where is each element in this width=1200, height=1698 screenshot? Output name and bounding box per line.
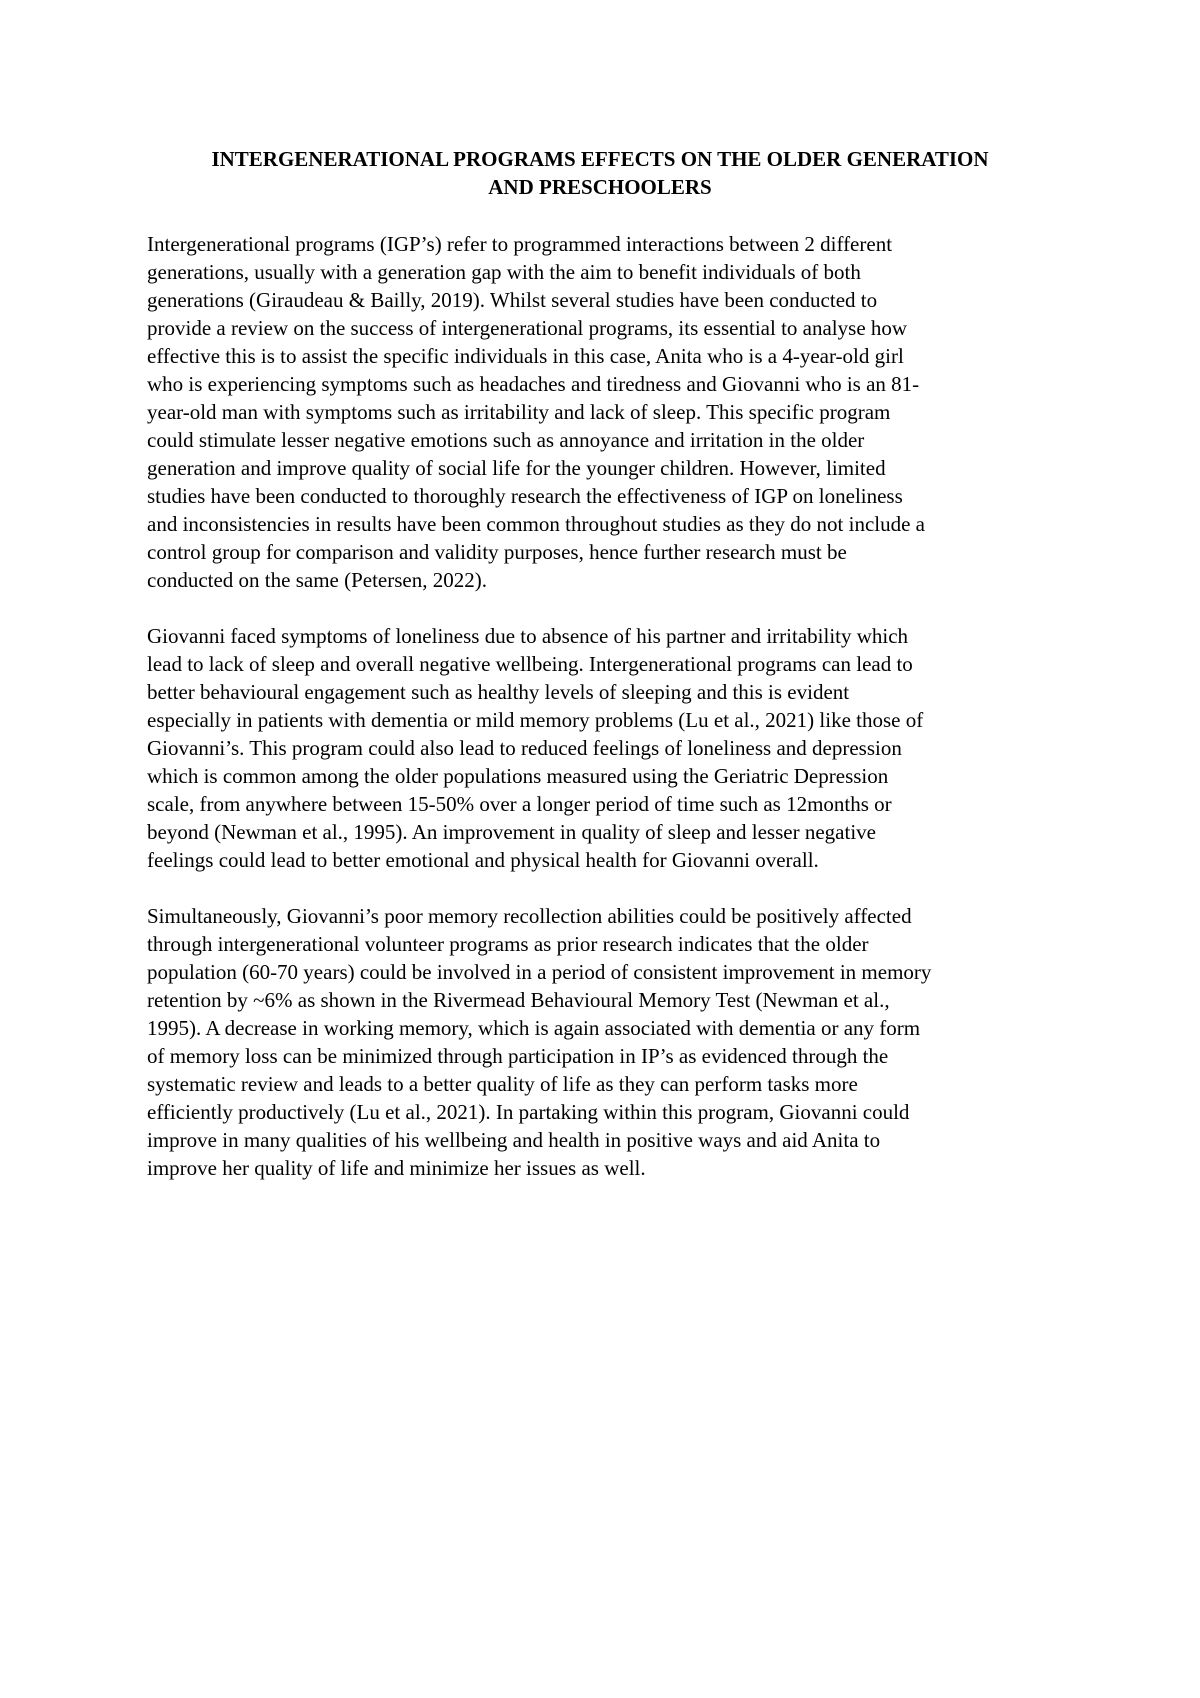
text-line: Giovanni’s. This program could also lead to reduced feelings of loneliness and depression: [147, 736, 902, 760]
text-line: especially in patients with dementia or mild memory problems (Lu et al., 2021) like those of: [147, 708, 924, 732]
document-title: [0, 145, 1200, 201]
text-line: generations, usually with a generation gap with the aim to benefit individuals of both: [147, 260, 861, 284]
text-line: Giovanni faced symptoms of loneliness due to absence of his partner and irritability which: [147, 624, 909, 648]
text-line: retention by ~6% as shown in the Rivermead Behavioural Memory Test (Newman et al.,: [147, 988, 890, 1012]
text-line: Simultaneously, Giovanni’s poor memory recollection abilities could be positively affected: [147, 904, 912, 928]
text-line: generations (Giraudeau & Bailly, 2019). Whilst several studies have been conducted to: [147, 288, 878, 312]
text-line: control group for comparison and validity purposes, hence further research must be: [147, 540, 847, 564]
text-line: Intergenerational programs (IGP’s) refer to programmed interactions between 2 different: [147, 232, 893, 256]
title-line: INTERGENERATIONAL PROGRAMS EFFECTS ON THE OLDER GENERATION: [211, 147, 989, 171]
text-line: could stimulate lesser negative emotions such as annoyance and irritation in the older: [147, 428, 865, 452]
text-line: efficiently productively (Lu et al., 2021). In partaking within this program, Giovanni could: [147, 1100, 910, 1124]
text-line: conducted on the same (Petersen, 2022).: [147, 568, 487, 592]
text-line: and inconsistencies in results have been common throughout studies as they do not include a: [147, 512, 926, 536]
text-line: studies have been conducted to thoroughly research the effectiveness of IGP on loneliness: [147, 484, 903, 508]
paragraph-1: [147, 230, 1067, 594]
text-line: generation and improve quality of social life for the younger children. However, limited: [147, 456, 886, 480]
text-line: improve in many qualities of his wellbeing and health in positive ways and aid Anita to: [147, 1128, 881, 1152]
title-line: AND PRESCHOOLERS: [488, 175, 712, 199]
text-line: scale, from anywhere between 15-50% over a longer period of time such as 12months or: [147, 792, 892, 816]
text-line: which is common among the older populations measured using the Geriatric Depression: [147, 764, 889, 788]
text-line: improve her quality of life and minimize her issues as well.: [147, 1156, 646, 1180]
text-line: effective this is to assist the specific individuals in this case, Anita who is a 4-year-old girl: [147, 344, 904, 368]
text-line: provide a review on the success of intergenerational programs, its essential to analyse how: [147, 316, 908, 340]
paragraph-3: [147, 902, 1067, 1182]
text-line: population (60-70 years) could be involved in a period of consistent improvement in memory: [147, 960, 932, 984]
text-line: systematic review and leads to a better quality of life as they can perform tasks more: [147, 1072, 858, 1096]
text-line: beyond (Newman et al., 1995). An improvement in quality of sleep and lesser negative: [147, 820, 876, 844]
text-line: 1995). A decrease in working memory, which is again associated with dementia or any form: [147, 1016, 921, 1040]
text-line: who is experiencing symptoms such as headaches and tiredness and Giovanni who is an 81-: [147, 372, 920, 396]
text-line: feelings could lead to better emotional and physical health for Giovanni overall.: [147, 848, 819, 872]
paragraph-2: [147, 622, 1067, 874]
text-line: through intergenerational volunteer programs as prior research indicates that the older: [147, 932, 869, 956]
text-line: of memory loss can be minimized through participation in IP’s as evidenced through the: [147, 1044, 889, 1068]
text-line: lead to lack of sleep and overall negative wellbeing. Intergenerational programs can lead to: [147, 652, 913, 676]
document-body: [147, 230, 1067, 1210]
text-line: better behavioural engagement such as healthy levels of sleeping and this is evident: [147, 680, 850, 704]
text-line: year-old man with symptoms such as irritability and lack of sleep. This specific program: [147, 400, 891, 424]
